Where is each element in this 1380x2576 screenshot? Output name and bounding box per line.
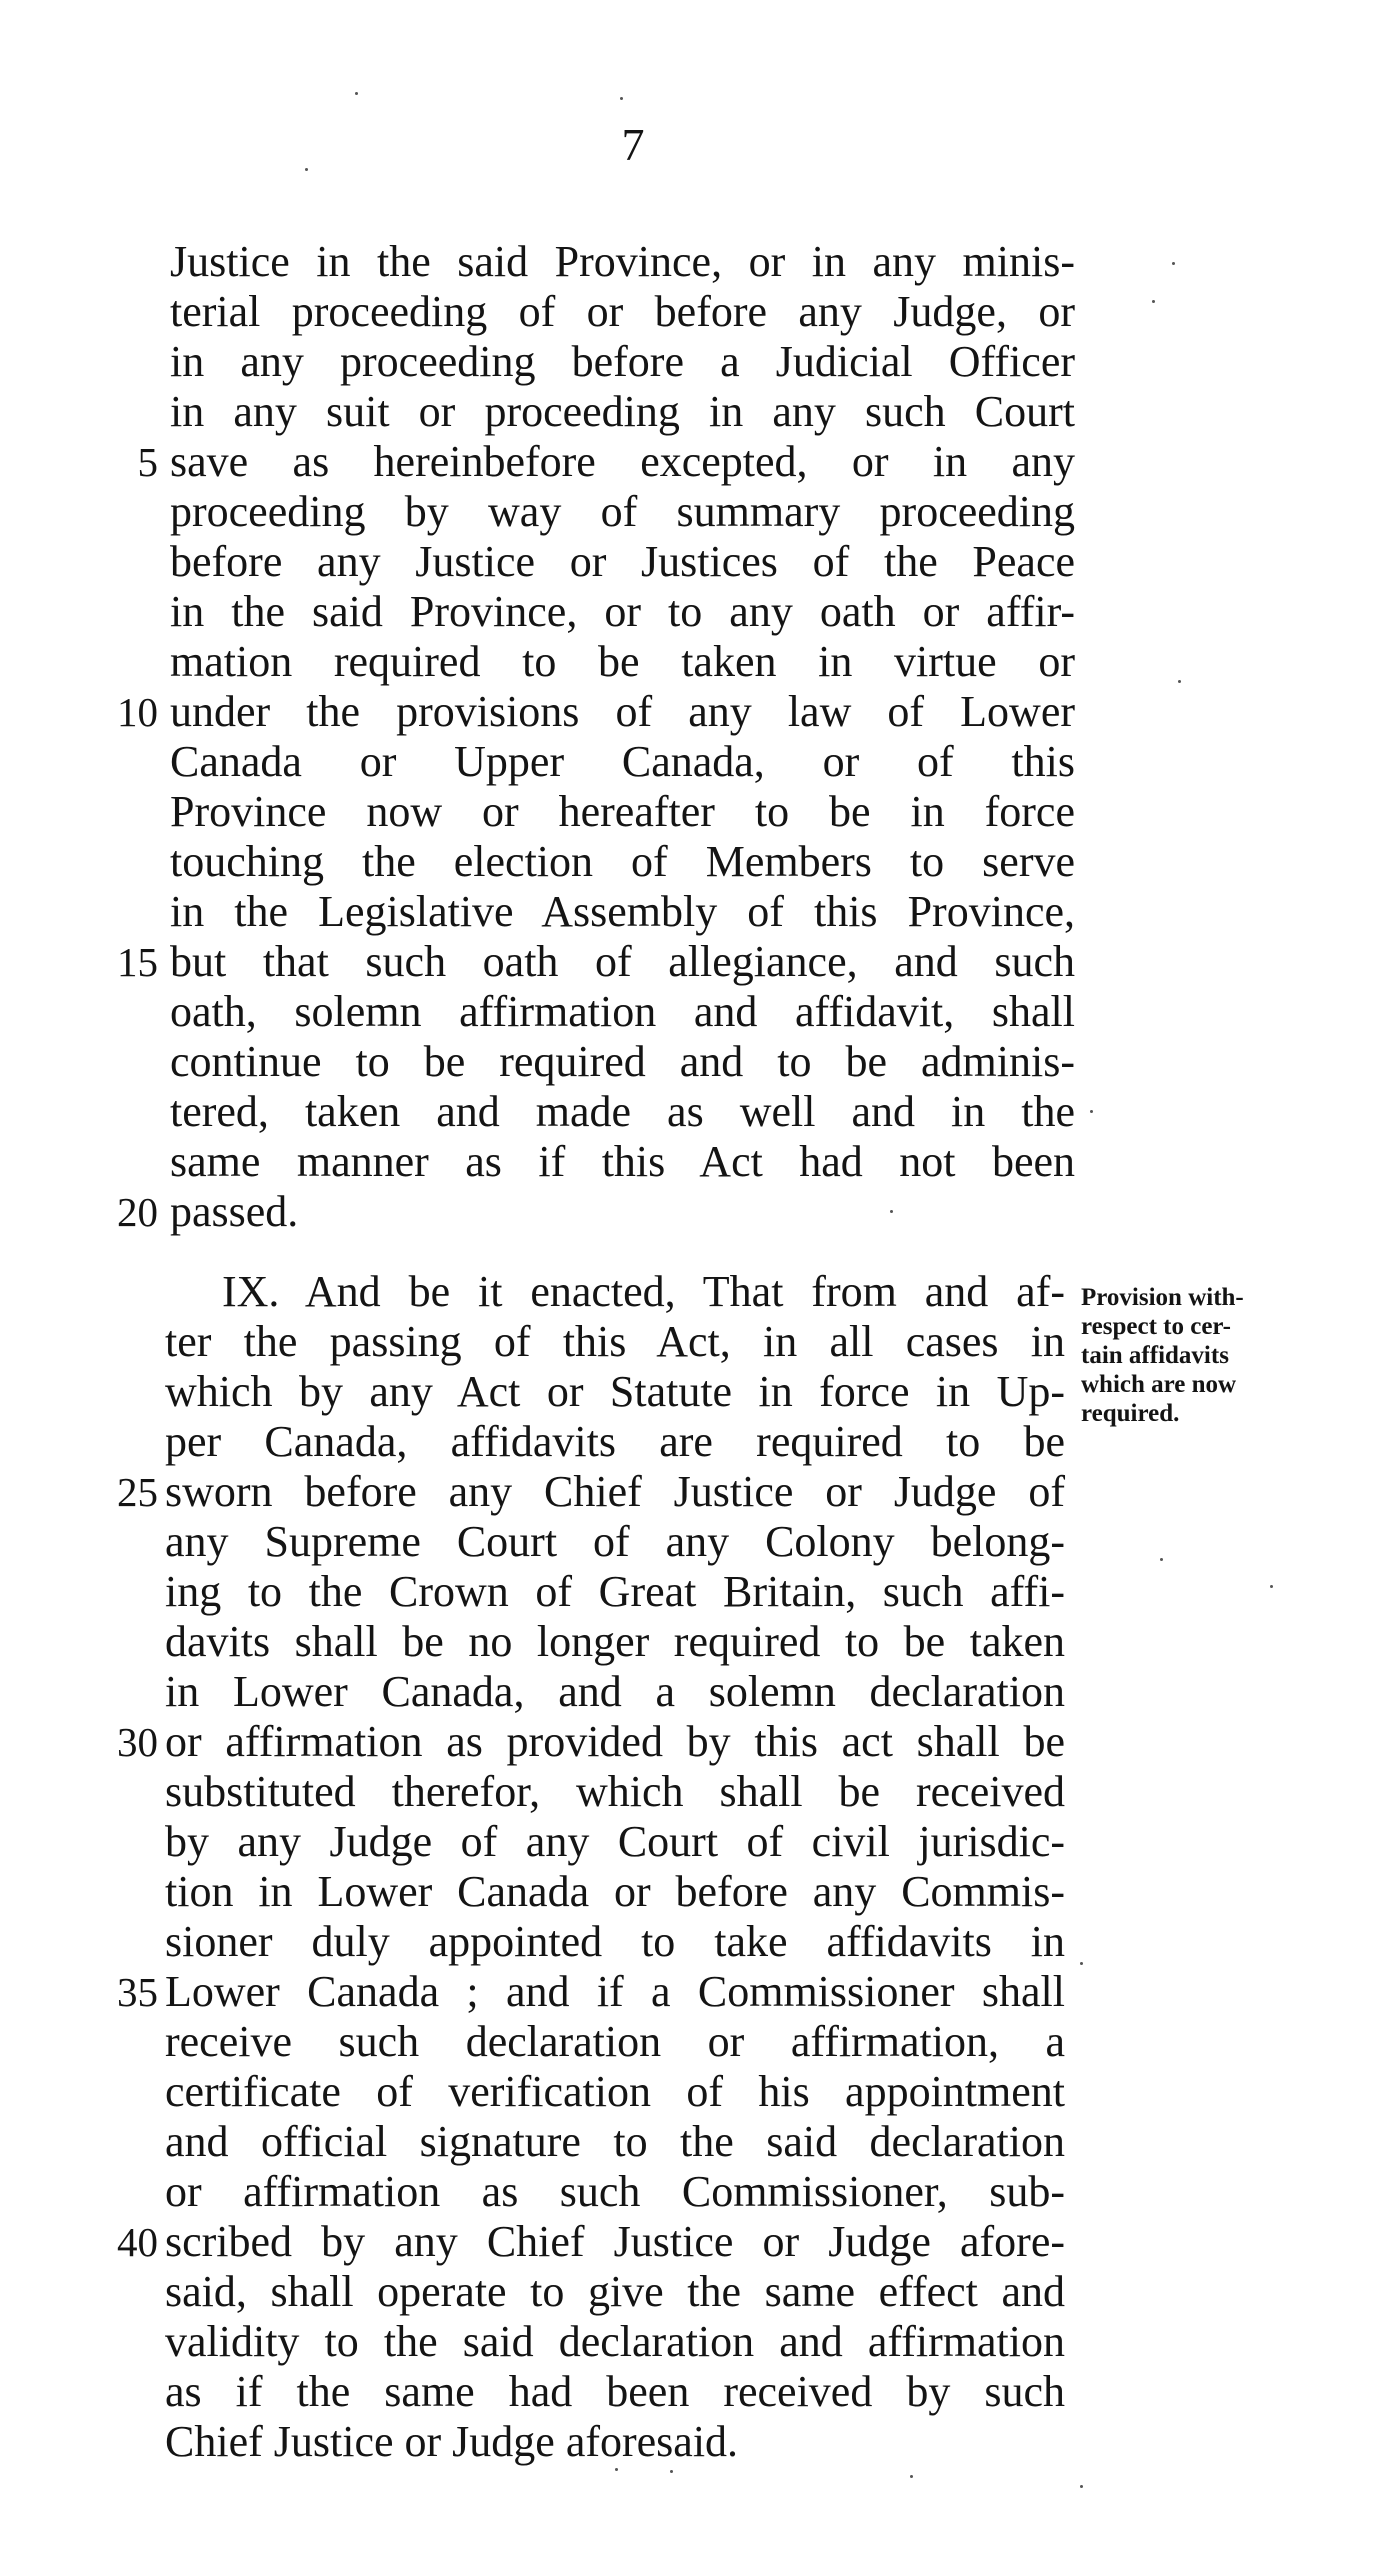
line-text: ing to the Crown of Great Britain, such affi- <box>165 1567 1065 1616</box>
line-text: davits shall be no longer required to be taken <box>165 1617 1065 1666</box>
line-text: in any suit or proceeding in any such Court <box>170 387 1075 436</box>
line-text: and official signature to the said declaration <box>165 2117 1065 2166</box>
marginal-note-line: Provision with- <box>1081 1284 1244 1311</box>
line-number: 10 <box>117 689 158 735</box>
line-text: Chief Justice or Judge aforesaid. <box>165 2417 739 2466</box>
marginal-note <box>1081 1283 1281 1428</box>
print-speck <box>1152 300 1155 303</box>
line-text: receive such declaration or affirmation, a <box>165 2017 1065 2066</box>
print-speck <box>1160 1558 1163 1561</box>
line-text: but that such oath of allegiance, and such <box>170 937 1075 986</box>
line-text: in the Legislative Assembly of this Province, <box>170 887 1075 936</box>
line-text: which by any Act or Statute in force in Up- <box>165 1367 1065 1416</box>
line-text: or affirmation as such Commissioner, sub- <box>165 2167 1065 2216</box>
line-text: before any Justice or Justices of the Peace <box>170 537 1075 586</box>
line-text: in any proceeding before a Judicial Officer <box>170 337 1075 386</box>
line-text: under the provisions of any law of Lower <box>170 687 1075 736</box>
line-text: terial proceeding of or before any Judge, or <box>170 287 1075 336</box>
line-text: save as hereinbefore excepted, or in any <box>170 437 1075 486</box>
print-speck <box>1270 1585 1273 1588</box>
print-speck <box>670 2470 673 2473</box>
line-text: continue to be required and to be adminis- <box>170 1037 1075 1086</box>
line-text: any Supreme Court of any Colony belong- <box>165 1517 1065 1566</box>
print-speck <box>355 92 358 95</box>
line-text: touching the election of Members to serve <box>170 837 1075 886</box>
line-text: Justice in the said Province, or in any minis- <box>170 237 1075 286</box>
line-number: 20 <box>117 1189 158 1235</box>
print-speck <box>1090 1110 1093 1113</box>
line-text: Province now or hereafter to be in force <box>170 787 1075 836</box>
line-text: said, shall operate to give the same effect and <box>165 2267 1065 2316</box>
line-number: 25 <box>117 1469 158 1515</box>
line-text: certificate of verification of his appointment <box>165 2067 1065 2116</box>
print-speck <box>1080 2485 1083 2488</box>
marginal-note-line: which are now <box>1081 1371 1237 1398</box>
line-text: in Lower Canada, and a solemn declaration <box>165 1667 1065 1716</box>
print-speck <box>620 97 623 100</box>
marginal-note-line: respect to cer- <box>1081 1313 1231 1340</box>
line-text: tered, taken and made as well and in the <box>170 1087 1075 1136</box>
line-text: validity to the said declaration and affirmation <box>165 2317 1065 2366</box>
line-text: by any Judge of any Court of civil jurisdic- <box>165 1817 1065 1866</box>
line-text: oath, solemn affirmation and affidavit, shall <box>170 987 1075 1036</box>
print-speck <box>890 1210 893 1213</box>
line-text: Canada or Upper Canada, or of this <box>170 737 1075 786</box>
line-text: per Canada, affidavits are required to be <box>165 1417 1065 1466</box>
line-text: sioner duly appointed to take affidavits in <box>165 1917 1065 1966</box>
line-text: same manner as if this Act had not been <box>170 1137 1075 1186</box>
line-text: in the said Province, or to any oath or affir- <box>170 587 1075 636</box>
line-number: 40 <box>117 2219 158 2265</box>
line-text: as if the same had been received by such <box>165 2367 1065 2416</box>
print-speck <box>1172 262 1175 265</box>
line-text: ter the passing of this Act, in all cases in <box>165 1317 1065 1366</box>
line-text: passed. <box>170 1187 299 1236</box>
line-number: 30 <box>117 1719 158 1765</box>
line-text: or affirmation as provided by this act shall be <box>165 1717 1065 1766</box>
line-text: substituted therefor, which shall be received <box>165 1767 1065 1816</box>
line-text: proceeding by way of summary proceeding <box>170 487 1075 536</box>
print-speck <box>615 2468 618 2471</box>
print-speck <box>305 168 308 171</box>
line-text: scribed by any Chief Justice or Judge afore- <box>165 2217 1065 2266</box>
line-text: Lower Canada ; and if a Commissioner shall <box>165 1967 1065 2016</box>
print-speck <box>1080 1962 1083 1965</box>
line-text: mation required to be taken in virtue or <box>170 637 1075 686</box>
line-text: sworn before any Chief Justice or Judge of <box>165 1467 1065 1516</box>
page-number: 7 <box>621 119 645 170</box>
marginal-note-line: required. <box>1081 1400 1180 1427</box>
print-speck <box>1178 680 1181 683</box>
line-number: 35 <box>117 1969 158 2015</box>
line-number: 15 <box>117 939 158 985</box>
line-text: tion in Lower Canada or before any Commis- <box>165 1867 1065 1916</box>
line-number: 5 <box>137 439 158 485</box>
marginal-note-line: tain affidavits <box>1081 1342 1229 1369</box>
print-speck <box>910 2475 913 2478</box>
line-text: IX. And be it enacted, That from and af- <box>222 1267 1065 1316</box>
